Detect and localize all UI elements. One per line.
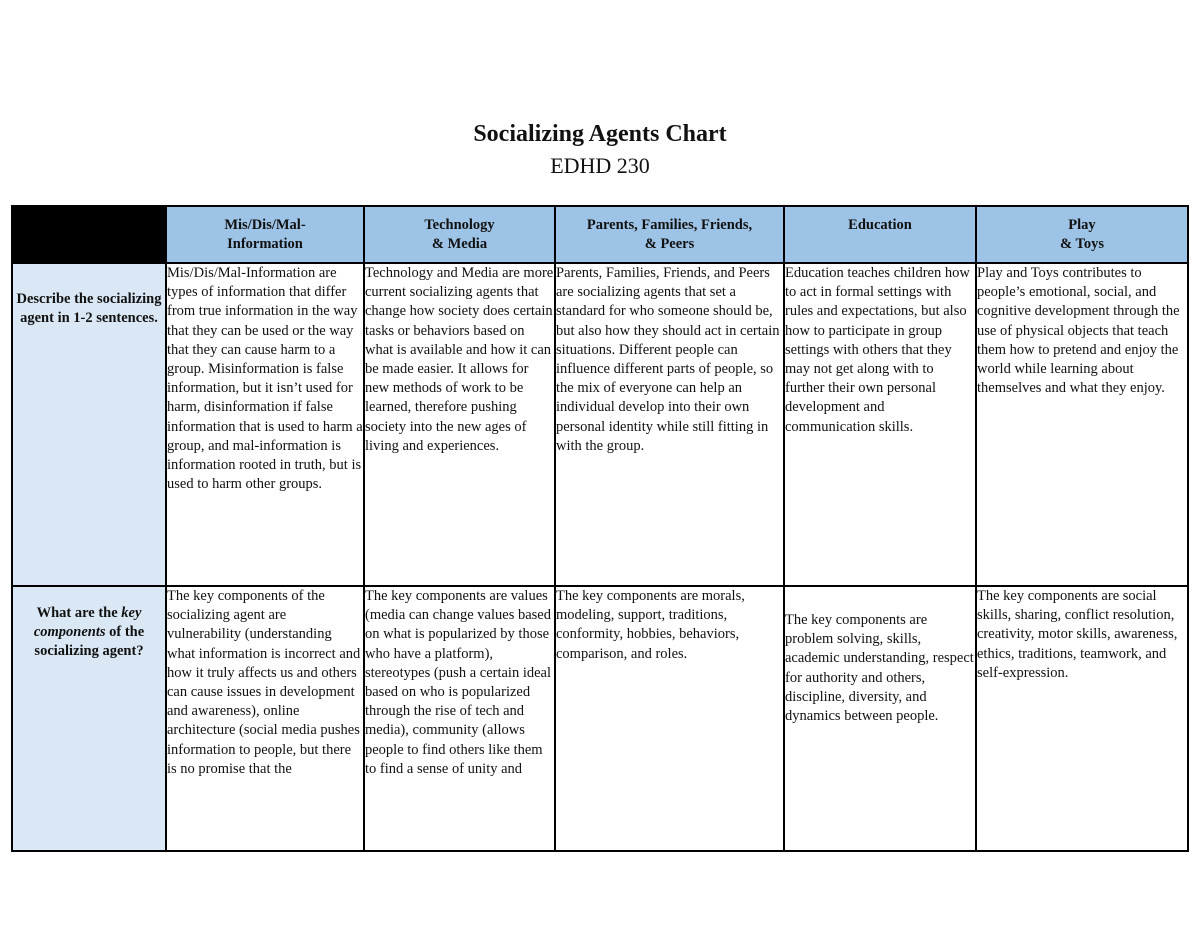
document-subtitle: EDHD 230 (550, 153, 650, 178)
column-header-line: Technology (424, 217, 495, 233)
column-header-line: Information (227, 236, 303, 253)
column-header-line: Parents, Families, Friends, (586, 217, 753, 233)
table-cell: Technology and Media are more current socializing agents that change how society does certain tasks or behaviors based on what is available and how it can be made easier. It allows for new methods of work to be learned, therefore pushing society into the new ages of living and experiences. (364, 263, 555, 586)
table-header-row (12, 206, 1188, 263)
table-cell: Parents, Families, Friends, and Peers are socializing agents that set a standard for who someone should be, but also how they should act in certain situations. Different people can influence different parts of people, so the mix of everyone can help an individual develop into their own personal identity while still fitting in with the group. (555, 263, 784, 586)
table-cell: Education teaches children how to act in formal settings with rules and expectations, but also how to participate in group settings with others that they may not get along with to further their own personal development and communication skills. (784, 263, 976, 586)
row-header-text (13, 604, 165, 662)
socializing-agents-table (11, 205, 1189, 852)
column-header-parents-families (555, 206, 784, 263)
row-header-text-pre: What are the (36, 605, 122, 621)
table-cell: Mis/Dis/Mal-Information are types of information that differ from true information in the way that they can be used or the way that they can cause harm to a group. Misinformation is false information, but it isn’t used for harm, disinformation if false information that is used to harm a group, and mal-information is information rooted in truth, but is used to harm other groups. (166, 263, 364, 586)
column-header-play-toys (976, 206, 1188, 263)
table-cell: The key components are values (media can change values based on what is popularized by those who have a platform), stereotypes (push a certain ideal based on who is popularized through the rise of tech and media), community (allows people to find others like them to find a sense of unity and (364, 586, 555, 851)
row-header-text: Describe the socializing agent in 1-2 sentences. (16, 291, 162, 327)
column-header-line: & Toys (1060, 236, 1104, 253)
column-header-line: Play (1068, 217, 1096, 233)
row-header-describe (12, 263, 166, 586)
header-corner-cell (12, 206, 166, 263)
column-header-technology-media (364, 206, 555, 263)
table-row-describe (12, 263, 1188, 586)
table-cell: The key components are social skills, sharing, conflict resolution, creativity, motor skills, awareness, ethics, traditions, teamwork, and self-expression. (976, 586, 1188, 851)
column-header-line: Education (848, 217, 912, 233)
column-header-education (784, 206, 976, 263)
column-header-line: & Peers (644, 236, 695, 253)
table-cell: The key components are morals, modeling, support, traditions, conformity, hobbies, behaviors, comparison, and roles. (555, 586, 784, 851)
table-cell: The key components are problem solving, skills, academic understanding, respect for authority and others, discipline, diversity, and dynamics between people. (784, 586, 976, 851)
column-header-line: & Media (431, 236, 488, 253)
table-row-key-components (12, 586, 1188, 851)
row-header-text-emphasis: key components (33, 605, 142, 641)
column-header-misinformation (166, 206, 364, 263)
document-title: Socializing Agents Chart (473, 121, 727, 147)
table-cell: Play and Toys contributes to people’s emotional, social, and cognitive development through the use of physical objects that teach them how to pretend and enjoy the world while learning about themselves and what they enjoy. (976, 263, 1188, 586)
column-header-line: Mis/Dis/Mal- (224, 217, 306, 233)
row-header-text-post: of the socializing agent? (34, 624, 145, 660)
row-header-key-components (12, 586, 166, 851)
table-cell: The key components of the socializing agent are vulnerability (understanding what information is incorrect and how it truly affects us and others can cause issues in development and awareness), online architecture (social media pushes information to people, but there is no promise that the (166, 586, 364, 851)
